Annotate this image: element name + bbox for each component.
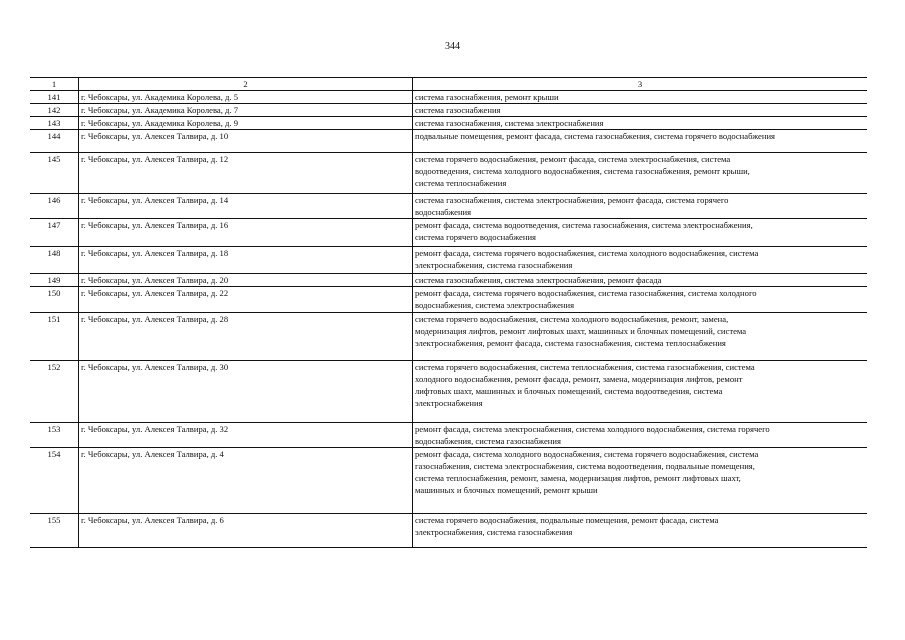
row-address: г. Чебоксары, ул. Алексея Талвира, д. 10 bbox=[79, 130, 413, 153]
row-works: система горячего водоснабжения, система теплоснабжения, система газоснабжения, система холодного водоснабжения, ремонт фасада, ремонт, замена, модернизация лифтов, ремонт лифтовых шахт, машинных и блочных помещений, система водоотведения, система электроснабжения bbox=[413, 361, 868, 423]
row-works: ремонт фасада, система водоотведения, система газоснабжения, система электроснабжения, система горячего водоснабжения bbox=[413, 219, 868, 247]
table-row bbox=[30, 361, 867, 423]
table-row bbox=[30, 423, 867, 448]
row-address: г. Чебоксары, ул. Алексея Талвира, д. 6 bbox=[79, 514, 413, 548]
row-number: 141 bbox=[30, 91, 79, 104]
row-works: система газоснабжения, система электроснабжения, ремонт фасада bbox=[413, 274, 868, 287]
row-address: г. Чебоксары, ул. Алексея Талвира, д. 14 bbox=[79, 194, 413, 219]
row-address: г. Чебоксары, ул. Алексея Талвира, д. 20 bbox=[79, 274, 413, 287]
row-number: 150 bbox=[30, 287, 79, 313]
row-number: 153 bbox=[30, 423, 79, 448]
row-works: ремонт фасада, система горячего водоснабжения, система холодного водоснабжения, система электроснабжения, система газоснабжения bbox=[413, 247, 868, 274]
table-row bbox=[30, 153, 867, 194]
page-number: 344 bbox=[445, 41, 460, 52]
row-address: г. Чебоксары, ул. Алексея Талвира, д. 18 bbox=[79, 247, 413, 274]
table-row bbox=[30, 448, 867, 514]
row-number: 145 bbox=[30, 153, 79, 194]
row-works: подвальные помещения, ремонт фасада, система газоснабжения, система горячего водоснабжения bbox=[413, 130, 868, 153]
table-row bbox=[30, 117, 867, 130]
row-number: 151 bbox=[30, 313, 79, 361]
table-row bbox=[30, 313, 867, 361]
row-works: ремонт фасада, система электроснабжения, система холодного водоснабжения, система горячего водоснабжения, система газоснабжения bbox=[413, 423, 868, 448]
row-address: г. Чебоксары, ул. Академика Королева, д. 5 bbox=[79, 91, 413, 104]
table-row bbox=[30, 274, 867, 287]
row-works: система горячего водоснабжения, ремонт фасада, система электроснабжения, система водоотведения, система холодного водоснабжения, система газоснабжения, ремонт крыши, система теплоснабжения bbox=[413, 153, 868, 194]
row-number: 144 bbox=[30, 130, 79, 153]
row-address: г. Чебоксары, ул. Академика Королева, д. 7 bbox=[79, 104, 413, 117]
table-row bbox=[30, 247, 867, 274]
row-works: ремонт фасада, система холодного водоснабжения, система горячего водоснабжения, система газоснабжения, система электроснабжения, система водоотведения, подвальные помещения, система теплоснабжения, ремонт, замена, модернизация лифтов, ремонт лифтовых шахт, машинных и блочных помещений, ремонт крыши bbox=[413, 448, 868, 514]
row-address: г. Чебоксары, ул. Алексея Талвира, д. 22 bbox=[79, 287, 413, 313]
row-works: система горячего водоснабжения, система холодного водоснабжения, ремонт, замена, модернизация лифтов, ремонт лифтовых шахт, машинных и блочных помещений, система электроснабжения, ремонт фасада, система газоснабжения, система теплоснабжения bbox=[413, 313, 868, 361]
row-number: 147 bbox=[30, 219, 79, 247]
row-number: 142 bbox=[30, 104, 79, 117]
table-row bbox=[30, 194, 867, 219]
row-address: г. Чебоксары, ул. Алексея Талвира, д. 12 bbox=[79, 153, 413, 194]
row-works: система газоснабжения bbox=[413, 104, 868, 117]
row-address: г. Чебоксары, ул. Алексея Талвира, д. 30 bbox=[79, 361, 413, 423]
row-number: 154 bbox=[30, 448, 79, 514]
row-number: 155 bbox=[30, 514, 79, 548]
row-address: г. Чебоксары, ул. Алексея Талвира, д. 4 bbox=[79, 448, 413, 514]
row-address: г. Чебоксары, ул. Алексея Талвира, д. 32 bbox=[79, 423, 413, 448]
column-header-1: 1 bbox=[30, 78, 79, 91]
row-works: ремонт фасада, система горячего водоснабжения, система газоснабжения, система холодного водоснабжения, система электроснабжения bbox=[413, 287, 868, 313]
table-row bbox=[30, 130, 867, 153]
row-number: 148 bbox=[30, 247, 79, 274]
column-header-2: 2 bbox=[79, 78, 413, 91]
row-works: система горячего водоснабжения, подвальные помещения, ремонт фасада, система электроснабжения, система газоснабжения bbox=[413, 514, 868, 548]
row-number: 149 bbox=[30, 274, 79, 287]
row-address: г. Чебоксары, ул. Академика Королева, д. 9 bbox=[79, 117, 413, 130]
row-number: 146 bbox=[30, 194, 79, 219]
table-row bbox=[30, 219, 867, 247]
row-address: г. Чебоксары, ул. Алексея Талвира, д. 28 bbox=[79, 313, 413, 361]
row-works: система газоснабжения, ремонт крыши bbox=[413, 91, 868, 104]
row-works: система газоснабжения, система электроснабжения bbox=[413, 117, 868, 130]
table-header-row bbox=[30, 78, 867, 91]
row-number: 143 bbox=[30, 117, 79, 130]
table-row bbox=[30, 514, 867, 548]
row-works: система газоснабжения, система электроснабжения, ремонт фасада, система горячего водоснабжения bbox=[413, 194, 868, 219]
table-row bbox=[30, 104, 867, 117]
row-address: г. Чебоксары, ул. Алексея Талвира, д. 16 bbox=[79, 219, 413, 247]
table-row bbox=[30, 287, 867, 313]
row-number: 152 bbox=[30, 361, 79, 423]
capital-repair-table bbox=[30, 77, 867, 548]
table-row bbox=[30, 91, 867, 104]
column-header-3: 3 bbox=[413, 78, 868, 91]
